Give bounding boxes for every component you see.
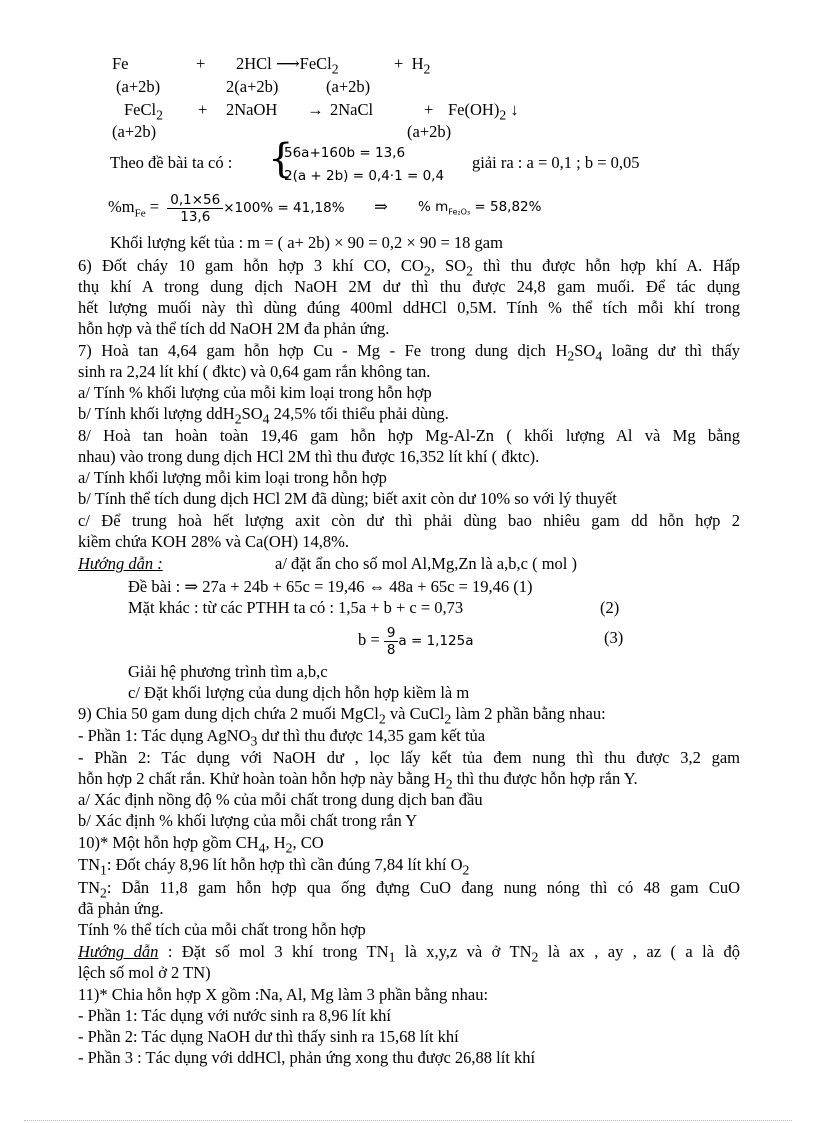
arrow-icon: → (307, 100, 324, 119)
q11-part-2: - Phần 2: Tác dụng NaOH dư thì thấy sinh ra 15,68 lít khí (78, 1027, 459, 1046)
mol-c: (a+2b) (326, 77, 371, 96)
q7-line-1: 7) Hoà tan 4,64 gam hỗn hợp Cu - Mg - Fe trong dung dịch $H_2SO_4$ loãng dư thì thấy (78, 341, 741, 364)
q10-question: Tính % thể tích của mỗi chất trong hỗn hợp (78, 920, 366, 939)
reaction-1 (112, 54, 129, 74)
plus-sign: + (196, 54, 206, 73)
q10-tn2-cont: đã phản ứng. (78, 899, 164, 918)
q10-guide: Hướng dẫn : Đặt số mol 3 khí trong $TN_1$ là x,y,z và ở $TN_2$ là ax , ay , az ( a là độ (78, 942, 741, 965)
mol-b: 2(a+2b) (226, 77, 279, 96)
plus-sign: + (424, 100, 434, 119)
theo-label: Theo đề bài ta có : (110, 153, 233, 172)
q6-line-3: hết lượng muối này thì dùng đúng 400ml ddHCl 0,5M. Tính % thể tích mỗi khí trong (78, 298, 740, 317)
guide-eq-3: b = $\frac{9}{8}$ a = 1,125a (358, 624, 474, 658)
q8-line-2: nhau) vào trong dung dịch HCl 2M thì thu được 16,352 lít khí ( đktc). (78, 447, 540, 466)
reaction-2-fecl2: FeCl$_2$ (124, 100, 163, 123)
q7-line-2: sinh ra 2,24 lít khí ( đktc) và 0,64 gam rắn không tan. (78, 362, 431, 381)
q11-part-1: - Phần 1: Tác dụng với nước sinh ra 8,96 lít khí (78, 1006, 391, 1025)
mol-a: (a+2b) (116, 77, 161, 96)
q9-part-2b: hỗn hợp 2 chất rắn. Khử hoàn toàn hỗn hợp này bằng $H_2$ thì thu được hỗn hợp rắn Y. (78, 769, 638, 792)
q11-line-1: 11)* Chia hỗn hợp X gồm :Na, Al, Mg làm 3 phần bằng nhau: (78, 985, 489, 1004)
reactant-hcl: 2HCl (236, 54, 272, 73)
down-arrow-icon: ↓ (510, 100, 519, 119)
fraction: $\frac{9}{8}$ (384, 625, 399, 658)
guide-line-4: Giải hệ phương trình tìm a,b,c (128, 662, 328, 681)
page-bottom-border (24, 1120, 792, 1121)
mol-b: (a+2b) (407, 122, 452, 141)
q9-a: a/ Xác định nồng độ % của mỗi chất trong dung dịch ban đầu (78, 790, 483, 809)
q8-c-line-2: kiềm chứa KOH 28% và Ca(OH) 14,8%. (78, 532, 350, 551)
guide-eq-3-number: (3) (604, 628, 624, 647)
product-feoh2: $Fe(OH)_2$ ↓ (448, 100, 519, 123)
plus-sign: + (198, 100, 208, 119)
guide-eq-1: Đề bài : ⇒ 27a + 24b + 65c = 19,46 ⇔ 48a + 65c = 19,46 (1) (128, 577, 533, 596)
fraction: $\frac{0,1\times 56}{13,6}$ (167, 192, 223, 225)
q10-line-1: 10)* Một hỗn hợp gồm $CH_4$, $H_2$, CO (78, 833, 324, 856)
q6-line-2: thụ khí A trong dung dịch NaOH 2M dư thì thu được 24,8 gam muối. Để tác dụng (78, 277, 740, 296)
mol-a: (a+2b) (112, 122, 157, 141)
solution: giải ra : a = 0,1 ; b = 0,05 (472, 153, 640, 172)
q6-line-1: 6) Đốt cháy 10 gam hỗn hợp 3 khí CO, $CO_2$, $SO_2$ thì thu được hỗn hợp khí A. Hấp (78, 256, 740, 279)
guide-text: a/ đặt ẩn cho số mol Al,Mg,Zn là a,b,c ( mol ) (275, 554, 577, 573)
percent-line: $\%m_{Fe}$ = $\frac{0,1\times 56}{13,6}$ ×100% = 41,18% (108, 191, 345, 225)
q7-b: b/ Tính khối lượng $ddH_2SO_4$ 24,5% tối thiểu phải dùng. (78, 404, 449, 427)
reactant-naoh: 2NaOH (226, 100, 278, 119)
q6-line-4: hỗn hợp và thể tích dd NaOH 2M đa phản ứng. (78, 319, 390, 338)
product-nacl: 2NaCl (330, 100, 374, 119)
guide-label: Hướng dẫn : (78, 554, 163, 573)
product-fecl2: ⟶FeCl$_2$ (276, 54, 339, 77)
q9-b: b/ Xác định % khối lượng của mỗi chất trong rắn Y (78, 811, 418, 830)
q11-part-3: - Phần 3 : Tác dụng với ddHCl, phản ứng xong thu được 26,88 lít khí (78, 1048, 536, 1067)
q10-guide-cont: lệch số mol ở 2 TN) (78, 963, 211, 982)
q9-part-2: - Phần 2: Tác dụng với NaOH dư , lọc lấy kết tủa đem nung thì thu được 3,2 gam (78, 748, 740, 767)
guide-line-5: c/ Đặt khối lượng của dung dịch hỗn hợp kiềm là m (128, 683, 470, 702)
implies-arrow-icon: ⇒ (374, 197, 388, 216)
equation-1: 56a+160b = 13,6 (284, 145, 406, 161)
q8-b: b/ Tính thể tích dung dịch HCl 2M đã dùng; biết axit còn dư 10% so với lý thuyết (78, 489, 617, 508)
equation-2: 2(a + 2b) = 0,4·1 = 0,4 (284, 168, 445, 184)
percent-fe2o3: % $m_{Fe_2O_3} = 58,82\%$ (418, 199, 542, 217)
guide-eq-2: Mặt khác : từ các PTHH ta có : 1,5a + b + c = 0,73 (128, 598, 464, 617)
q9-part-1: - Phần 1: Tác dụng AgNO$_3$ dư thì thu được 14,35 gam kết tủa (78, 726, 486, 749)
guide-eq-2-number: (2) (600, 598, 620, 617)
arrow-icon: ⟶ (276, 54, 300, 73)
q7-a: a/ Tính % khối lượng của mỗi kim loại trong hỗn hợp (78, 383, 432, 402)
brace-icon: { (268, 136, 294, 182)
q8-a: a/ Tính khối lượng mỗi kim loại trong hỗn hợp (78, 468, 387, 487)
product-h2: + $H_2$ (394, 54, 431, 77)
q8-c-line-1: c/ Để trung hoà hết lượng axit còn dư thì phải dùng bao nhiêu gam dd hỗn hợp 2 (78, 511, 740, 530)
q10-tn2: $TN_2$: Dẫn 11,8 gam hỗn hợp qua ống đựng CuO đang nung nóng thì có 48 gam CuO (78, 878, 740, 901)
q10-tn1: $TN_1$: Đốt cháy 8,96 lít hỗn hợp thì cần đúng 7,84 lít khí $O_2$ (78, 855, 470, 878)
q8-line-1: 8/ Hoà tan hoàn toàn 19,46 gam hỗn hợp Mg-Al-Zn ( khối lượng Al và Mg bằng (78, 426, 740, 445)
reactant-fe: Fe (112, 54, 129, 73)
precipitate-mass: Khối lượng kết tủa : m = ( a+ 2b) × 90 = 0,2 × 90 = 18 gam (110, 233, 503, 252)
q9-line-1: 9) Chia 50 gam dung dịch chứa 2 muối MgCl$_2$ và CuCl$_2$ làm 2 phần bằng nhau: (78, 704, 606, 727)
